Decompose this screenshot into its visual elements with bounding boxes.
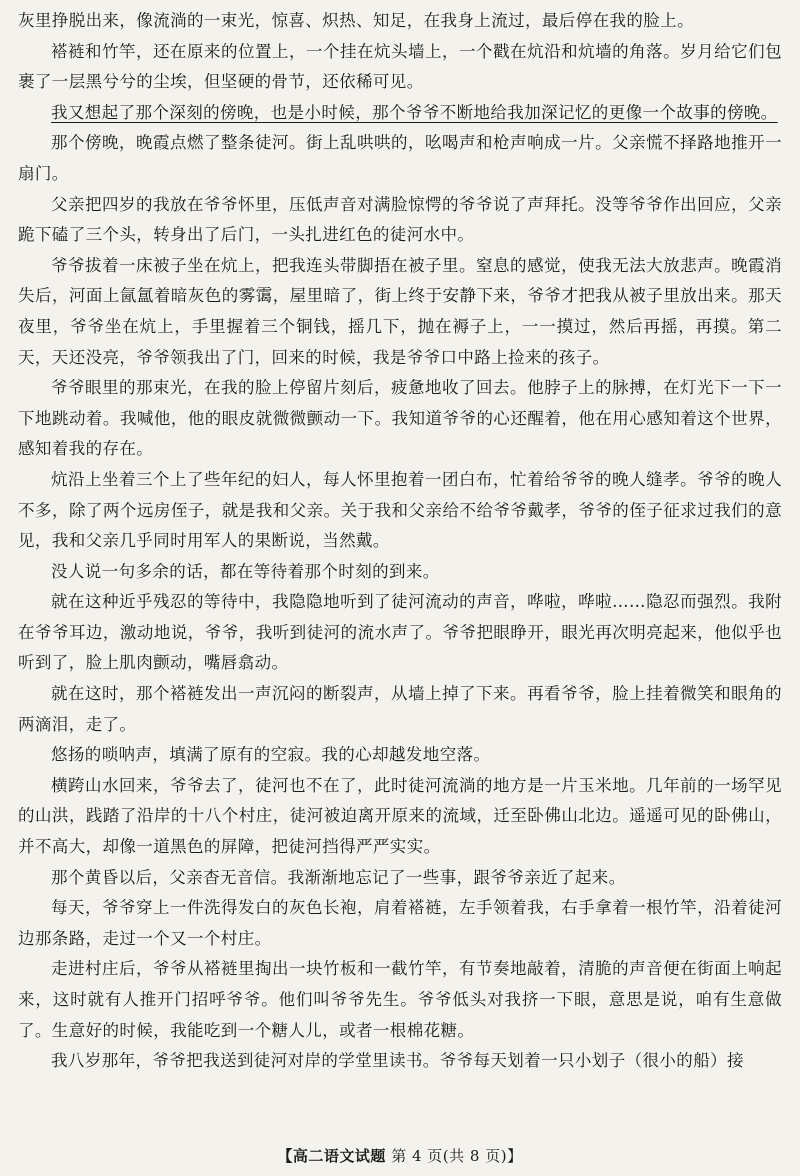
paragraph-text: 就在这时，那个褡裢发出一声沉闷的断裂声，从墙上掉了下来。再看爷爷，脸上挂着微笑和眼角的两滴泪，走了。 — [18, 684, 782, 734]
paragraph — [18, 37, 782, 98]
paragraph-text: 没人说一句多余的话，都在等待着那个时刻的到来。 — [51, 561, 440, 581]
paragraph-text: 悠扬的唢呐声，填满了原有的空寂。我的心却越发地空落。 — [51, 745, 491, 765]
paragraph — [18, 6, 782, 37]
footer-title: 【高二语文试题 — [277, 1147, 386, 1165]
paragraph-text: 我八岁那年，爷爷把我送到徒河对岸的学堂里读书。爷爷每天划着一只小划子（很小的船）接 — [51, 1051, 744, 1071]
footer-page-number: 第 4 页(共 8 页)】 — [391, 1147, 523, 1165]
paragraph — [18, 557, 782, 588]
paragraph — [18, 863, 782, 894]
paragraph — [18, 98, 782, 129]
paragraph-text: 横跨山水回来，爷爷去了，徒河也不在了，此时徒河流淌的地方是一片玉米地。几年前的一场罕见的山洪，践踏了沿岸的十八个村庄，徒河被迫离开原来的流域，迁至卧佛山北边。遥遥可见的卧佛山，并不高大，却像一道黑色的屏障，把徒河挡得严严实实。 — [18, 775, 782, 857]
passage-body — [18, 6, 782, 1077]
paragraph-text: 那个黄昏以后，父亲杳无音信。我渐渐地忘记了一些事，跟爷爷亲近了起来。 — [51, 867, 626, 887]
paragraph — [18, 954, 782, 1046]
paragraph-text: 灰里挣脱出来，像流淌的一束光，惊喜、炽热、知足，在我身上流过，最后停在我的脸上。 — [18, 11, 694, 30]
paragraph-text: 炕沿上坐着三个上了些年纪的妇人，每人怀里抱着一团白布，忙着给爷爷的晚人缝孝。爷爷的晚人不多，除了两个远房侄子，就是我和父亲。关于我和父亲给不给爷爷戴孝，爷爷的侄子征求过我们的意见，我和父亲几乎同时用军人的果断说，当然戴。 — [18, 469, 782, 551]
page-footer — [0, 1145, 800, 1166]
paragraph-text: 父亲把四岁的我放在爷爷怀里，压低声音对满脸惊愕的爷爷说了声拜托。没等爷爷作出回应，父亲跪下磕了三个头，转身出了后门，一头扎进红色的徒河水中。 — [18, 194, 782, 245]
paragraph — [18, 771, 782, 863]
paragraph — [18, 128, 782, 189]
paragraph-text: 爷爷眼里的那束光，在我的脸上停留片刻后，疲惫地收了回去。他脖子上的脉搏，在灯光下一下一下地跳动着。我喊他，他的眼皮就微微颤动一下。我知道爷爷的心还醒着，他在用心感知着这个世界，感知着我的存在。 — [18, 378, 782, 459]
paragraph — [18, 190, 782, 251]
paragraph — [18, 373, 782, 465]
paragraph-text: 那个傍晚，晚霞点燃了整条徒河。街上乱哄哄的，吆喝声和枪声响成一片。父亲慌不择路地推开一扇门。 — [18, 133, 782, 183]
paragraph-text: 就在这种近乎残忍的等待中，我隐隐地听到了徒河流动的声音，哗啦，哗啦……隐忍而强烈。我附在爷爷耳边，激动地说，爷爷，我听到徒河的流水声了。爷爷把眼睁开，眼光再次明亮起来，他似乎也听到了，脸上肌肉颤动，嘴唇翕动。 — [18, 592, 782, 673]
paragraph — [18, 465, 782, 557]
paragraph — [18, 740, 782, 771]
paragraph — [18, 587, 782, 679]
paragraph — [18, 893, 782, 954]
paragraph-text: 爷爷拔着一床被子坐在炕上，把我连头带脚捂在被子里。窒息的感觉，使我无法大放悲声。晚霞消失后，河面上氤氲着暗灰色的雾霭，屋里暗了，街上终于安静下来，爷爷才把我从被子里放出来。那天夜里，爷爷坐在炕上，手里握着三个铜钱，摇几下，抛在褥子上，一一摸过，然后再摇，再摸。第二天，天还没亮，爷爷领我出了门，回来的时候，我是爷爷口中路上捡来的孩子。 — [18, 255, 782, 367]
paragraph — [18, 1046, 782, 1077]
paragraph-text: 褡裢和竹竿，还在原来的位置上，一个挂在炕头墙上，一个戳在炕沿和炕墙的角落。岁月给它们包裹了一层黑兮兮的尘埃，但坚硬的骨节，还依稀可见。 — [18, 41, 782, 92]
paragraph-text: 走进村庄后，爷爷从褡裢里掏出一块竹板和一截竹竿，有节奏地敲着，清脆的声音便在街面上响起来，这时就有人推开门招呼爷爷。他们叫爷爷先生。爷爷低头对我挤一下眼，意思是说，咱有生意做了。生意好的时候，我能吃到一个糖人儿，或者一根棉花糖。 — [18, 959, 782, 1040]
underlined-sentence: 我又想起了那个深刻的傍晚，也是小时候，那个爷爷不断地给我加深记忆的更像一个故事的傍晚。 — [51, 102, 778, 122]
paragraph-text: 每天，爷爷穿上一件洗得发白的灰色长袍，肩着褡裢，左手领着我，右手拿着一根竹竿，沿着徒河边那条路，走过一个又一个村庄。 — [18, 898, 782, 948]
paragraph — [18, 679, 782, 740]
paragraph — [18, 251, 782, 373]
